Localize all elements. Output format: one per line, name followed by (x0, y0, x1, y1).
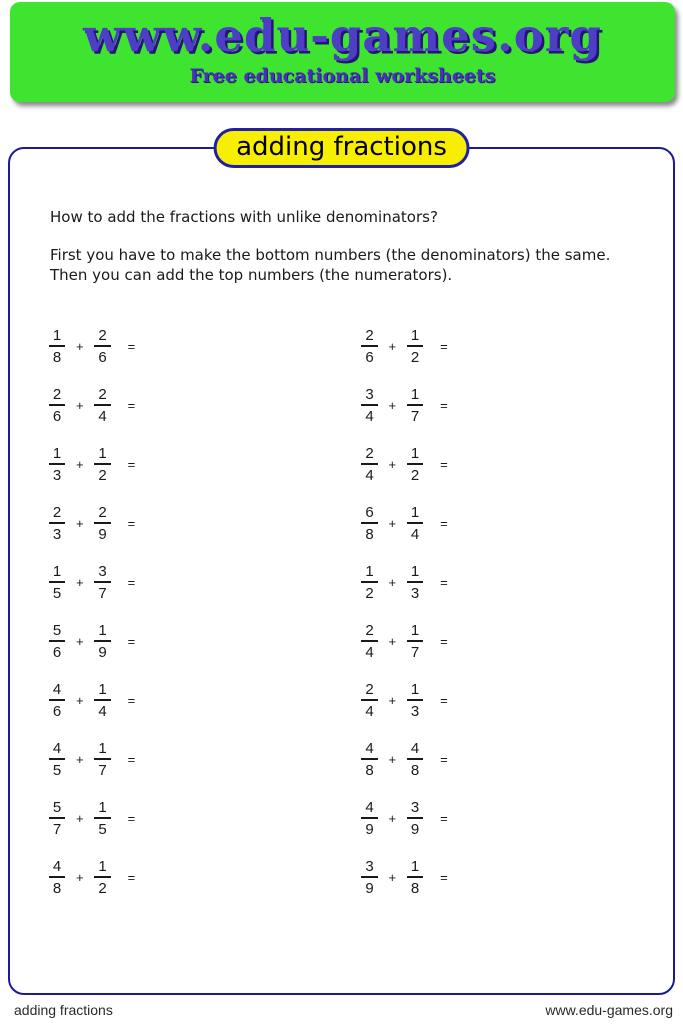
fraction (48, 682, 66, 719)
fraction (48, 328, 66, 365)
fraction-denominator: 4 (365, 466, 374, 484)
site-subtitle: Free educational worksheets (189, 65, 496, 87)
plus-sign: + (388, 810, 397, 826)
fraction (361, 682, 379, 719)
fraction-denominator: 8 (365, 525, 374, 543)
fraction (406, 623, 424, 660)
equals-sign: = (127, 338, 136, 354)
fraction (94, 564, 112, 601)
worksheet-frame (8, 132, 675, 995)
fraction (406, 800, 424, 837)
equals-sign: = (440, 515, 448, 531)
fraction-numerator: 1 (94, 859, 110, 878)
fraction-numerator: 2 (361, 328, 377, 347)
problem-row (48, 681, 361, 719)
fraction-numerator: 4 (361, 800, 377, 819)
footer-site-url: www.edu-games.org (545, 1002, 673, 1018)
fraction (94, 623, 112, 660)
equals-sign: = (127, 633, 136, 649)
fraction-denominator: 4 (98, 702, 107, 720)
plus-sign: + (388, 869, 397, 885)
equals-sign: = (440, 692, 448, 708)
equals-sign: = (440, 633, 448, 649)
fraction-numerator: 5 (49, 800, 65, 819)
plus-sign: + (388, 515, 397, 531)
plus-sign: + (76, 810, 84, 826)
fraction-denominator: 7 (410, 407, 420, 425)
equals-sign: = (440, 574, 448, 590)
fraction-numerator: 2 (49, 505, 65, 524)
equals-sign: = (127, 515, 136, 531)
fraction-numerator: 3 (361, 387, 377, 406)
fraction-denominator: 2 (410, 466, 420, 484)
fraction-numerator: 1 (407, 446, 423, 465)
fraction (406, 505, 424, 542)
fraction-numerator: 4 (361, 741, 377, 760)
worksheet-title-badge: adding fractions (213, 128, 470, 168)
problem-row (361, 622, 674, 660)
fraction-numerator: 4 (49, 682, 65, 701)
problem-row (361, 681, 674, 719)
fraction (94, 741, 112, 778)
fraction-numerator: 1 (407, 505, 423, 524)
fraction (361, 800, 379, 837)
fraction-denominator: 8 (365, 761, 374, 779)
plus-sign: + (76, 692, 84, 708)
fraction-numerator: 2 (94, 505, 110, 524)
fraction-numerator: 2 (49, 387, 65, 406)
fraction-denominator: 3 (52, 466, 62, 484)
plus-sign: + (388, 456, 397, 472)
fraction-denominator: 4 (98, 407, 107, 425)
fraction-numerator: 1 (94, 623, 110, 642)
fraction (361, 564, 379, 601)
problem-row (48, 799, 361, 837)
fraction-denominator: 2 (98, 466, 107, 484)
fraction-denominator: 7 (52, 820, 62, 838)
equals-sign: = (440, 751, 448, 767)
fraction-numerator: 2 (94, 328, 110, 347)
problem-row (361, 740, 674, 778)
problem-row (361, 386, 674, 424)
fraction-denominator: 8 (52, 348, 62, 366)
fraction-denominator: 5 (98, 820, 107, 838)
fraction-numerator: 2 (361, 446, 377, 465)
fraction (48, 387, 66, 424)
instructions (50, 207, 637, 285)
problem-row (48, 504, 361, 542)
fraction-numerator: 3 (94, 564, 110, 583)
fraction (48, 505, 66, 542)
fraction (48, 800, 66, 837)
fraction-denominator: 2 (98, 879, 107, 897)
problems-grid (10, 327, 673, 896)
fraction (94, 446, 112, 483)
fraction-numerator: 1 (361, 564, 377, 583)
fraction (48, 564, 66, 601)
fraction-numerator: 1 (94, 446, 110, 465)
fraction (48, 741, 66, 778)
problems-column (361, 327, 674, 896)
problem-row (361, 327, 674, 365)
fraction-denominator: 6 (98, 348, 107, 366)
fraction-denominator: 6 (52, 407, 62, 425)
problem-row (48, 445, 361, 483)
equals-sign: = (127, 692, 136, 708)
plus-sign: + (76, 574, 84, 590)
fraction-denominator: 2 (410, 348, 420, 366)
fraction-numerator: 4 (49, 859, 65, 878)
fraction-numerator: 2 (361, 623, 377, 642)
fraction-denominator: 5 (52, 761, 62, 779)
fraction (94, 387, 112, 424)
fraction (406, 446, 424, 483)
fraction (361, 387, 379, 424)
fraction (48, 623, 66, 660)
fraction-numerator: 1 (94, 741, 110, 760)
fraction-denominator: 3 (52, 525, 62, 543)
problem-row (361, 799, 674, 837)
equals-sign: = (127, 869, 136, 885)
fraction-denominator: 8 (52, 879, 62, 897)
fraction-numerator: 1 (407, 623, 423, 642)
fraction-numerator: 6 (361, 505, 377, 524)
page-footer (0, 1002, 683, 1018)
fraction-denominator: 7 (98, 584, 107, 602)
fraction-denominator: 5 (52, 584, 62, 602)
problem-row (361, 445, 674, 483)
equals-sign: = (127, 397, 136, 413)
plus-sign: + (76, 397, 84, 413)
fraction-denominator: 4 (365, 407, 374, 425)
plus-sign: + (388, 751, 397, 767)
fraction-numerator: 1 (49, 328, 65, 347)
fraction-denominator: 9 (365, 879, 374, 897)
fraction-denominator: 4 (410, 525, 420, 543)
fraction-numerator: 2 (361, 682, 377, 701)
footer-worksheet-name: adding fractions (14, 1002, 113, 1018)
equals-sign: = (440, 456, 448, 472)
fraction-numerator: 1 (407, 682, 423, 701)
equals-sign: = (127, 456, 136, 472)
equals-sign: = (440, 810, 448, 826)
fraction (361, 505, 379, 542)
fraction (406, 741, 424, 778)
plus-sign: + (388, 338, 397, 354)
fraction-denominator: 6 (52, 643, 62, 661)
fraction-numerator: 1 (407, 564, 423, 583)
fraction (94, 505, 112, 542)
fraction (94, 859, 112, 896)
fraction (406, 859, 424, 896)
fraction-denominator: 4 (365, 702, 374, 720)
plus-sign: + (388, 633, 397, 649)
fraction-denominator: 2 (365, 584, 374, 602)
equals-sign: = (127, 574, 136, 590)
plus-sign: + (76, 338, 84, 354)
site-banner (10, 2, 675, 102)
equals-sign: = (440, 338, 448, 354)
fraction-denominator: 7 (410, 643, 420, 661)
fraction-denominator: 9 (98, 643, 107, 661)
plus-sign: + (76, 633, 84, 649)
fraction (406, 328, 424, 365)
fraction (48, 859, 66, 896)
problem-row (48, 327, 361, 365)
plus-sign: + (76, 456, 84, 472)
site-title: www.edu-games.org (83, 9, 602, 62)
fraction (361, 328, 379, 365)
fraction-denominator: 6 (365, 348, 374, 366)
fraction-denominator: 8 (410, 761, 420, 779)
fraction-denominator: 9 (98, 525, 107, 543)
equals-sign: = (440, 869, 448, 885)
fraction-denominator: 4 (365, 643, 374, 661)
problem-row (48, 563, 361, 601)
fraction (361, 859, 379, 896)
fraction (361, 623, 379, 660)
fraction-denominator: 9 (365, 820, 374, 838)
problem-row (48, 622, 361, 660)
fraction (361, 446, 379, 483)
problem-row (361, 504, 674, 542)
fraction-denominator: 7 (98, 761, 107, 779)
fraction (48, 446, 66, 483)
fraction-numerator: 5 (49, 623, 65, 642)
fraction-denominator: 6 (52, 702, 62, 720)
problem-row (48, 858, 361, 896)
plus-sign: + (76, 751, 84, 767)
equals-sign: = (127, 751, 136, 767)
fraction-numerator: 1 (407, 328, 423, 347)
fraction (94, 328, 112, 365)
problem-row (361, 858, 674, 896)
equals-sign: = (127, 810, 136, 826)
fraction-denominator: 3 (410, 702, 420, 720)
fraction-numerator: 1 (407, 387, 423, 406)
instruction-body: First you have to make the bottom numbers (the denominators) the same. Then you can add the top numbers (the numerators). (50, 246, 611, 284)
fraction-numerator: 1 (407, 859, 423, 878)
problem-row (48, 386, 361, 424)
plus-sign: + (388, 574, 397, 590)
fraction-numerator: 1 (49, 564, 65, 583)
fraction (94, 682, 112, 719)
fraction (406, 387, 424, 424)
fraction (406, 564, 424, 601)
fraction-denominator: 8 (410, 879, 420, 897)
fraction (94, 800, 112, 837)
fraction (361, 741, 379, 778)
fraction-numerator: 3 (361, 859, 377, 878)
plus-sign: + (76, 869, 84, 885)
fraction-numerator: 3 (407, 800, 423, 819)
plus-sign: + (388, 397, 397, 413)
plus-sign: + (388, 692, 397, 708)
fraction-numerator: 1 (94, 800, 110, 819)
fraction-numerator: 1 (49, 446, 65, 465)
problem-row (361, 563, 674, 601)
fraction-numerator: 4 (407, 741, 423, 760)
fraction (406, 682, 424, 719)
instruction-question: How to add the fractions with unlike denominators? (50, 208, 438, 226)
problem-row (48, 740, 361, 778)
equals-sign: = (440, 397, 448, 413)
plus-sign: + (76, 515, 84, 531)
fraction-numerator: 1 (94, 682, 110, 701)
fraction-denominator: 3 (410, 584, 420, 602)
fraction-denominator: 9 (410, 820, 420, 838)
problems-column (48, 327, 361, 896)
fraction-numerator: 2 (94, 387, 110, 406)
fraction-numerator: 4 (49, 741, 65, 760)
